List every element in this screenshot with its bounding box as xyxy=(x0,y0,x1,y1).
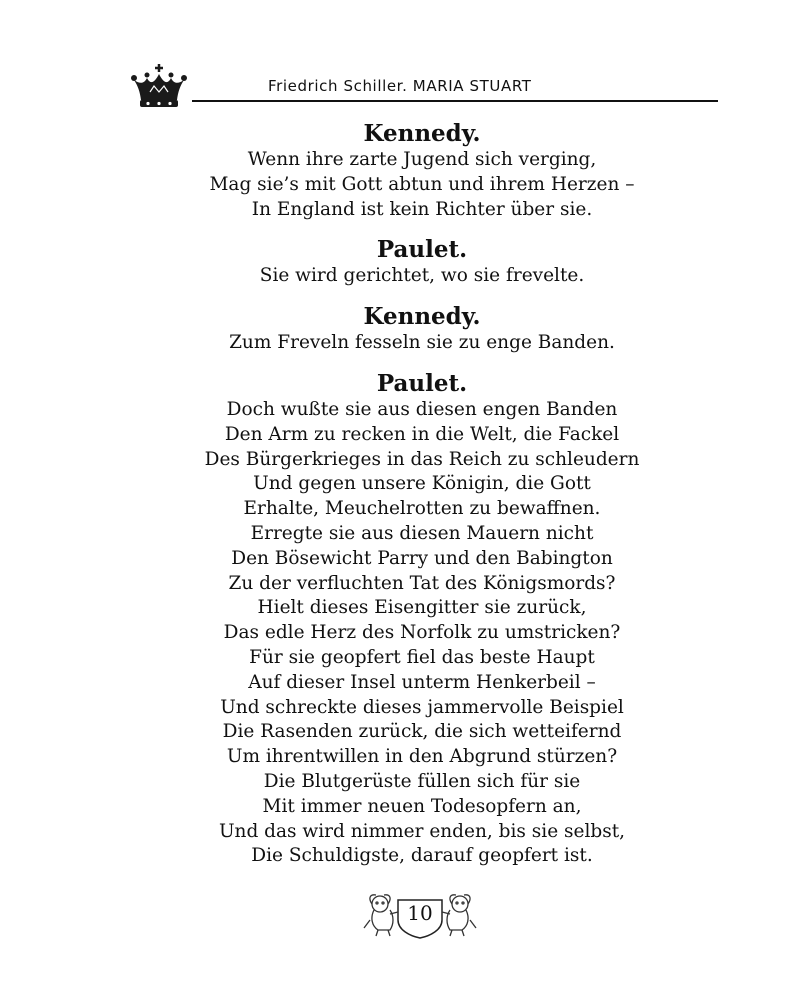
verse-line: Des Bürgerkrieges in das Reich zu schleudern xyxy=(204,448,640,470)
page-footer xyxy=(360,890,480,940)
header-rule xyxy=(192,100,718,102)
verse-line: Mit immer neuen Todesopfern an, xyxy=(262,795,582,817)
speaker-name: Kennedy. xyxy=(363,120,481,147)
verse-line: Mag sie’s mit Gott abtun und ihrem Herzen – xyxy=(209,173,635,195)
verse-line: Wenn ihre zarte Jugend sich verging, xyxy=(247,149,597,170)
verse-line: Den Bösewicht Parry und den Babington xyxy=(231,547,613,569)
verse-line: Zu der verfluchten Tat des Königsmords? xyxy=(228,572,616,594)
speech-block xyxy=(140,230,704,289)
verse-line: Und gegen unsere Königin, die Gott xyxy=(253,473,591,495)
speech-block xyxy=(140,297,704,356)
verse-line: Das edle Herz des Norfolk zu umstricken? xyxy=(223,622,621,644)
verse-line: Die Rasenden zurück, die sich wetteifernd xyxy=(222,721,622,743)
page-header xyxy=(128,62,718,110)
play-text xyxy=(140,120,704,877)
verse-line: Für sie geopfert fiel das beste Haupt xyxy=(249,646,595,668)
verse-line: Hielt dieses Eisengitter sie zurück, xyxy=(257,597,587,619)
verse-line: Sie wird gerichtet, wo sie frevelte. xyxy=(259,265,585,287)
speaker-name: Paulet. xyxy=(376,236,468,264)
speaker-name: Kennedy. xyxy=(363,303,481,331)
speech-block xyxy=(140,120,704,222)
verse-line: Zum Freveln fesseln sie zu enge Banden. xyxy=(229,332,615,354)
verse-line: Um ihrentwillen in den Abgrund stürzen? xyxy=(226,746,618,768)
verse-line: Erregte sie aus diesen Mauern nicht xyxy=(250,522,594,544)
running-title: Friedrich Schiller. MARIA STUART xyxy=(268,77,532,95)
verse-line: Den Arm zu recken in die Welt, die Fackel xyxy=(224,423,620,445)
speech-block xyxy=(140,364,704,869)
verse-line: Die Blutgerüste füllen sich für sie xyxy=(263,770,581,792)
crown-icon xyxy=(128,62,190,110)
verse-line: Die Schuldigste, darauf geopfert ist. xyxy=(251,845,593,867)
verse-line: Doch wußte sie aus diesen engen Banden xyxy=(226,398,618,420)
verse-line: Auf dieser Insel unterm Henkerbeil – xyxy=(248,671,596,693)
verse-line: Und schreckte dieses jammervolle Beispiel xyxy=(220,696,624,718)
page-number: 10 xyxy=(407,901,433,925)
verse-line: Erhalte, Meuchelrotten zu bewaffnen. xyxy=(243,498,601,520)
verse-line: Und das wird nimmer enden, bis sie selbst, xyxy=(218,820,626,842)
speaker-name: Paulet. xyxy=(376,369,468,397)
verse-line: In England ist kein Richter über sie. xyxy=(251,198,593,220)
